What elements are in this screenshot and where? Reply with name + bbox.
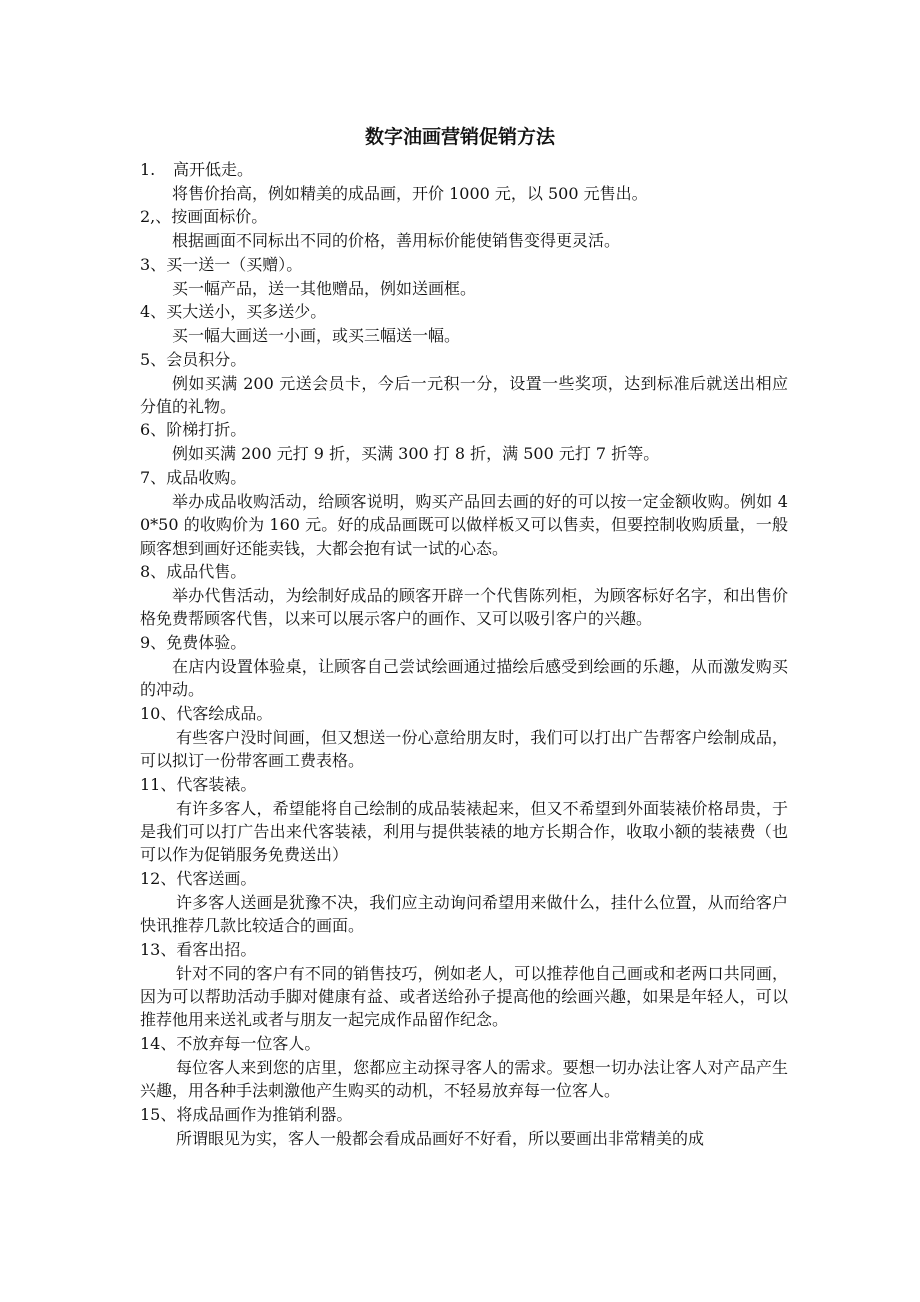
list-item — [140, 348, 788, 419]
item-body: 举办代售活动，为绘制好成品的顾客开辟一个代售陈列柜，为顾客标好名字，和出售价格免费帮顾客代售，以来可以展示客户的画作、又可以吸引客户的兴趣。 — [140, 586, 788, 629]
item-heading-text: 成品收购。 — [166, 467, 247, 487]
item-heading — [140, 631, 788, 655]
page-title: 数字油画营销促销方法 — [364, 126, 555, 148]
list-item — [140, 205, 788, 252]
item-number: 14、 — [140, 1033, 177, 1053]
list-item — [140, 631, 788, 702]
item-heading-text: 免费体验。 — [166, 632, 247, 652]
item-heading — [140, 205, 788, 229]
item-number: 12、 — [140, 868, 177, 888]
item-heading — [140, 702, 788, 726]
list-item — [140, 466, 788, 560]
item-number: 8、 — [140, 562, 167, 582]
list-item — [140, 702, 788, 773]
list-item — [140, 867, 788, 938]
item-heading — [140, 938, 788, 962]
item-heading — [140, 1032, 788, 1056]
list-item — [140, 773, 788, 867]
item-body: 每位客人来到您的店里，您都应主动探寻客人的需求。要想一切办法让客人对产品产生兴趣，用各种手法刺激他产生购买的动机，不轻易放弃每一位客人。 — [140, 1057, 788, 1101]
item-heading-text: 按画面标价。 — [171, 207, 268, 227]
list-item — [140, 300, 788, 347]
item-number: 4、 — [140, 302, 167, 322]
item-body: 根据画面不同标出不同的价格，善用标价能使销售变得更灵活。 — [172, 231, 621, 251]
item-number: 7、 — [140, 467, 167, 487]
item-body: 买一幅大画送一小画，或买三幅送一幅。 — [172, 326, 461, 346]
item-number: 2,、 — [140, 207, 172, 227]
item-body: 有些客户没时间画，但又想送一份心意给朋友时，我们可以打出广告帮客户绘制成品，可以拟订一份带客画工费表格。 — [140, 727, 788, 771]
item-heading-text: 代客送画。 — [176, 868, 257, 888]
item-heading — [140, 158, 788, 182]
item-heading-text: 代客绘成品。 — [176, 703, 273, 723]
item-number: 5、 — [140, 349, 167, 369]
item-heading-text: 买大送小，买多送少。 — [166, 302, 327, 322]
item-heading — [140, 560, 788, 584]
item-heading-text: 代客装裱。 — [176, 774, 257, 794]
list-item — [140, 938, 788, 1032]
item-number: 9、 — [140, 632, 167, 652]
item-heading-text: 不放弃每一位客人。 — [176, 1033, 321, 1053]
item-body: 买一幅产品，送一其他赠品，例如送画框。 — [172, 278, 477, 298]
item-body: 在店内设置体验桌，让顾客自己尝试绘画通过描绘后感受到绘画的乐趣，从而激发购买的冲动。 — [140, 656, 788, 700]
item-number: 6、 — [140, 420, 167, 440]
list-item — [140, 253, 788, 300]
list-item — [140, 418, 788, 465]
item-heading-text: 将成品画作为推销利器。 — [176, 1104, 353, 1124]
item-body: 举办成品收购活动，给顾客说明，购买产品回去画的好的可以按一定金额收购。例如 40*50 的收购价为 160 元。好的成品画既可以做样板又可以售卖，但要控制收购质量，一般顾客想到画好还能卖钱，大都会抱有试一试的心态。 — [140, 491, 788, 558]
item-heading-text: 看客出招。 — [176, 939, 257, 959]
document-body — [140, 158, 788, 1150]
item-heading — [140, 867, 788, 891]
item-heading — [140, 466, 788, 490]
item-body: 许多客人送画是犹豫不决，我们应主动询问希望用来做什么，挂什么位置，从而给客户快讯推荐几款比较适合的画面。 — [140, 892, 788, 936]
item-number: 1. — [140, 160, 156, 179]
item-body: 将售价抬高，例如精美的成品画，开价 1000 元，以 500 元售出。 — [172, 184, 648, 203]
item-number: 13、 — [140, 939, 177, 959]
item-number: 3、 — [140, 254, 167, 274]
item-number: 15、 — [140, 1104, 177, 1124]
item-heading — [140, 300, 788, 324]
list-item — [140, 1103, 788, 1150]
item-heading-text: 成品代售。 — [166, 562, 247, 582]
item-number: 11、 — [140, 774, 177, 794]
item-body: 例如买满 200 元打 9 折，买满 300 打 8 折，满 500 元打 7 折等。 — [172, 444, 660, 464]
item-heading — [140, 1103, 788, 1127]
item-heading — [140, 348, 788, 372]
item-number: 10、 — [140, 703, 177, 723]
item-heading-text: 会员积分。 — [166, 349, 247, 369]
item-heading-text: 高开低走。 — [173, 160, 254, 179]
item-body: 例如买满 200 元送会员卡，今后一元积一分，设置一些奖项，达到标准后就送出相应分值的礼物。 — [140, 373, 788, 417]
item-heading — [140, 773, 788, 797]
item-heading-text: 买一送一（买赠）。 — [166, 254, 303, 274]
item-body: 所谓眼见为实，客人一般都会看成品画好不好看，所以要画出非常精美的成 — [176, 1128, 705, 1148]
item-heading-text: 阶梯打折。 — [166, 420, 247, 440]
item-body: 针对不同的客户有不同的销售技巧，例如老人，可以推荐他自己画或和老两口共同画，因为可以帮助活动手脚对健康有益、或者送给孙子提高他的绘画兴趣，如果是年轻人，可以推荐他用来送礼或者与朋友一起完成作品留作纪念。 — [140, 963, 788, 1030]
item-body: 有许多客人，希望能将自己绘制的成品装裱起来，但又不希望到外面装裱价格昂贵，于是我们可以打广告出来代客装裱，利用与提供装裱的地方长期合作，收取小额的装裱费（也可以作为促销服务免费送出） — [140, 798, 788, 865]
list-item — [140, 158, 788, 205]
item-heading — [140, 418, 788, 442]
list-item — [140, 1032, 788, 1103]
list-item — [140, 560, 788, 631]
item-heading — [140, 253, 788, 277]
